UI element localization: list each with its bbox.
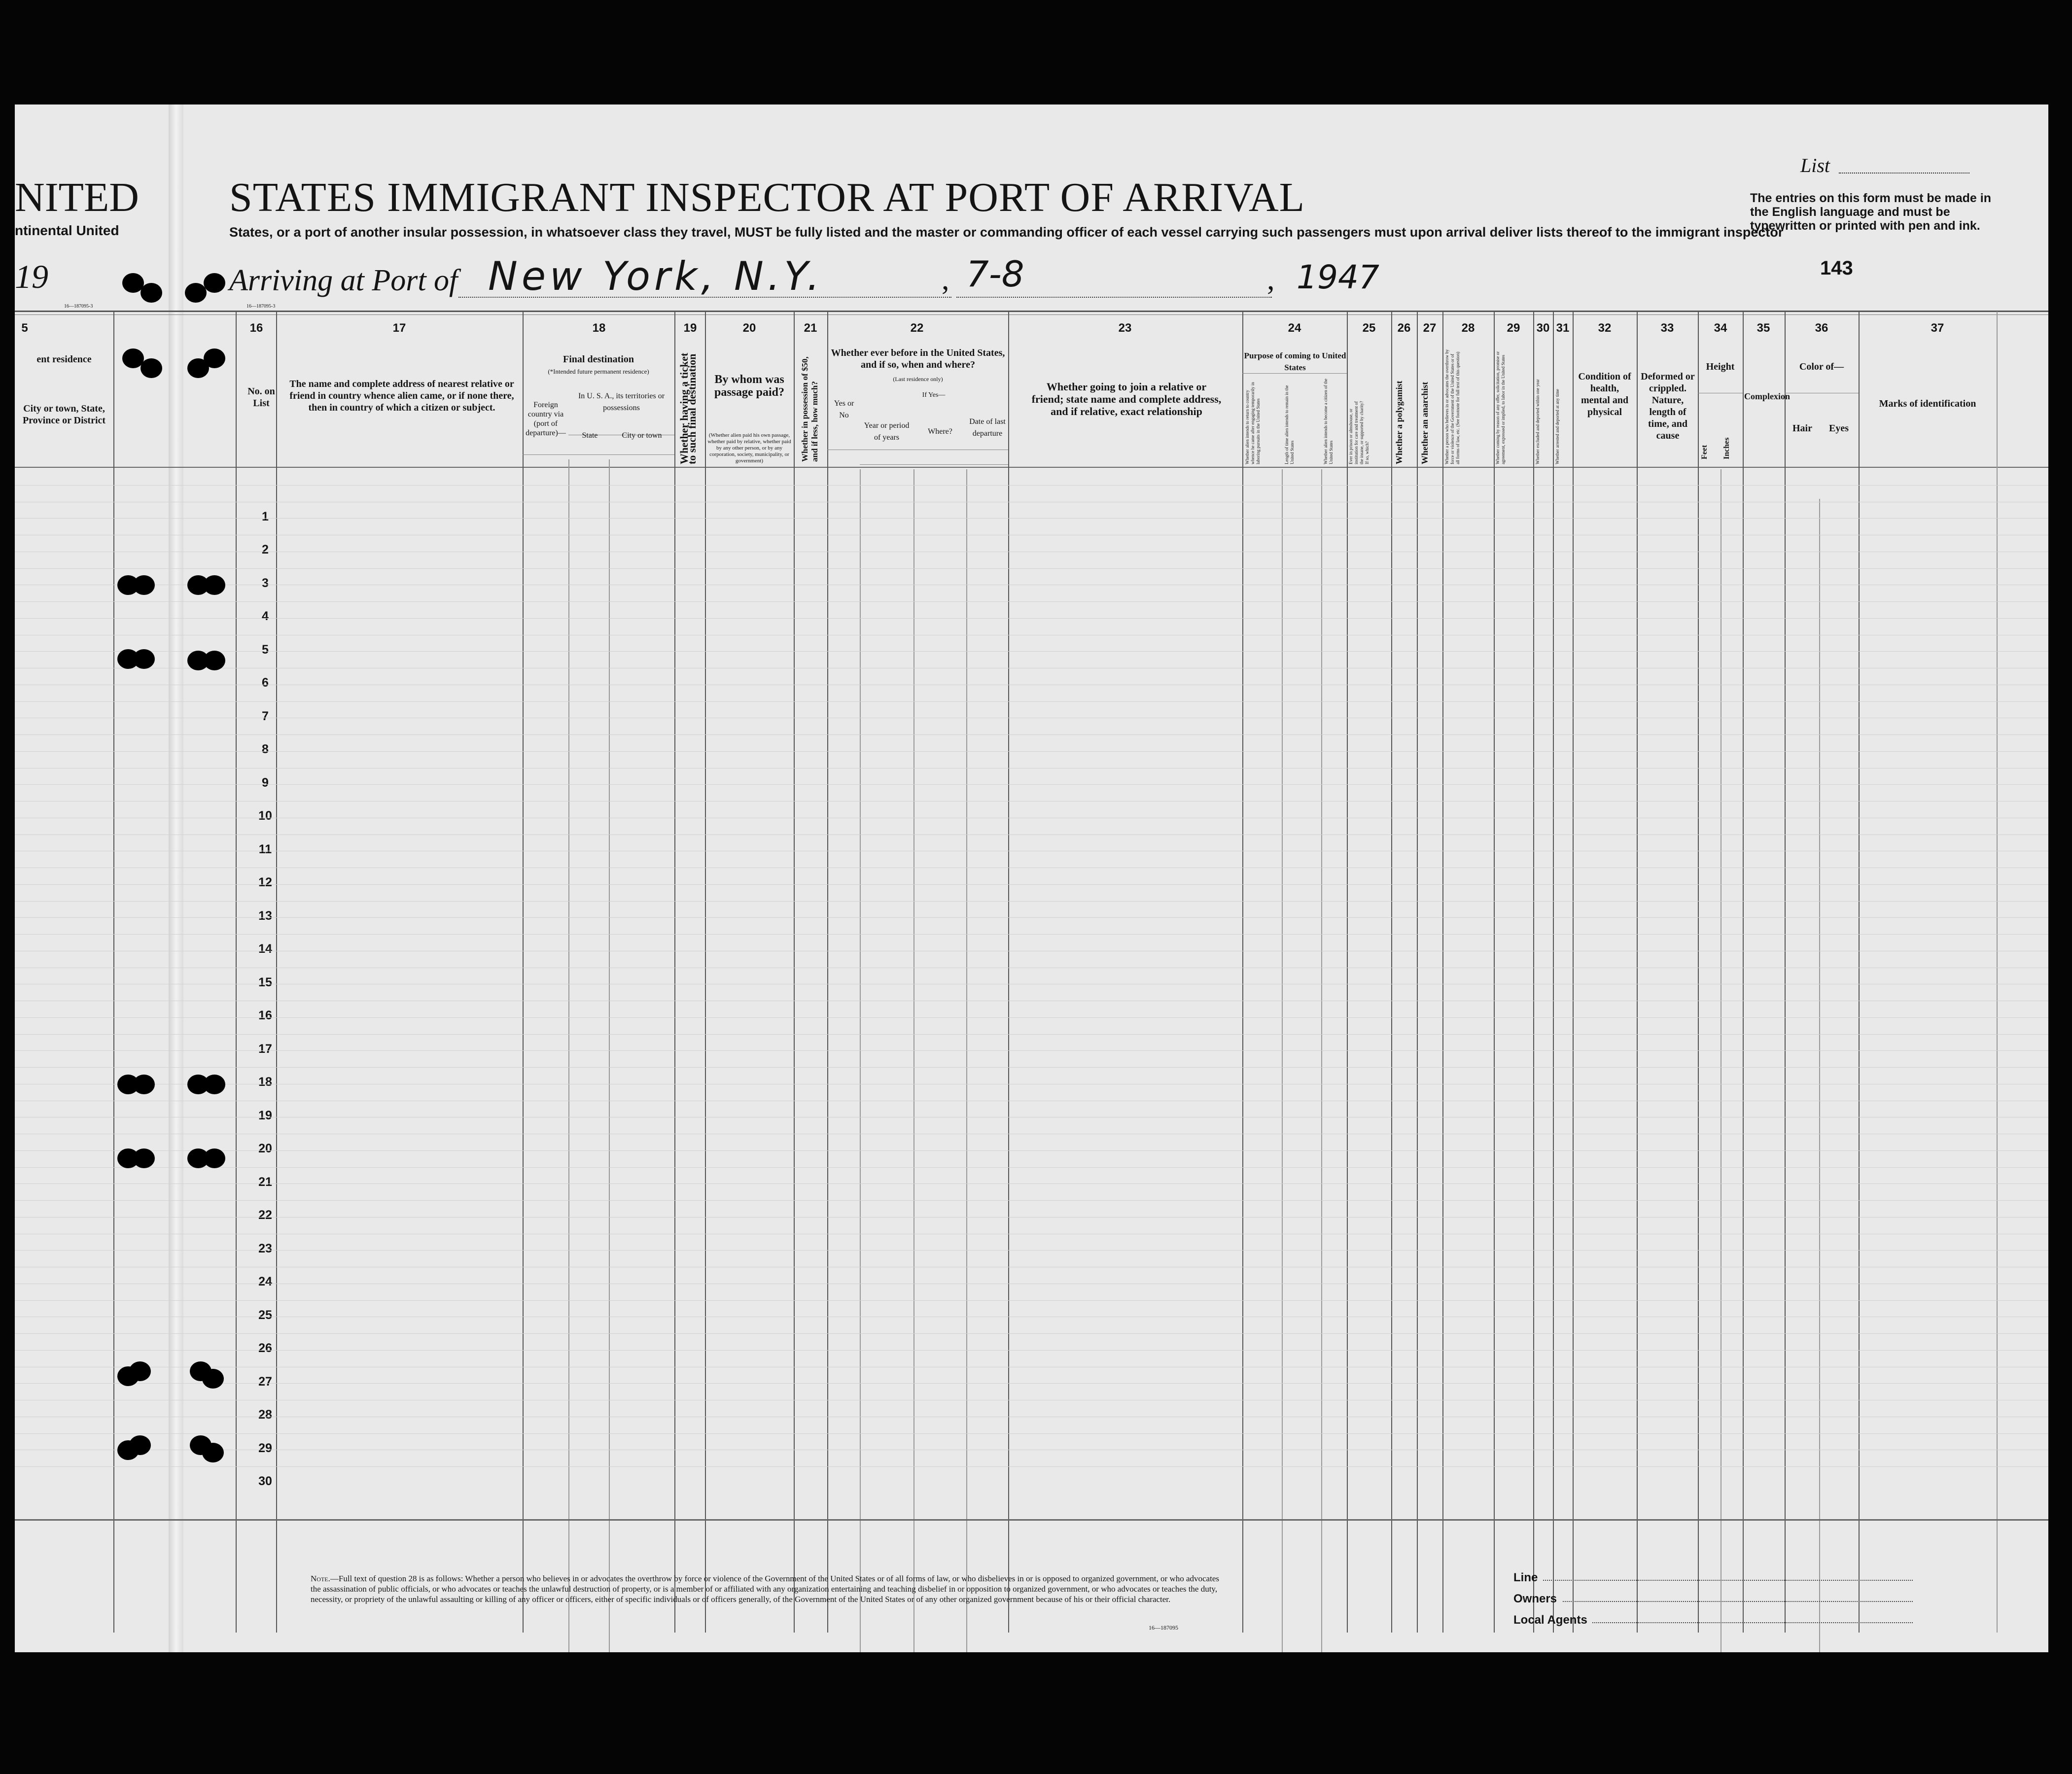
row-number: 11: [258, 842, 272, 856]
row-number: 6: [262, 676, 269, 690]
header-color-of: Color of—: [1799, 361, 1844, 372]
footnote-label: Note.: [311, 1574, 330, 1583]
column-number: 20: [742, 321, 756, 335]
grid-rule: [15, 1250, 2048, 1251]
header-partial-residence: ent residence: [36, 354, 92, 365]
column-rule: [1008, 312, 1009, 1633]
grid-rule: [15, 934, 2048, 935]
punch-hole: [133, 649, 155, 669]
header-purpose-return: Whether alien intends to return to country whence he came after engaging temporarily in laboring pursuits in the United States: [1245, 382, 1261, 464]
punch-hole: [140, 358, 162, 378]
row-number: 27: [258, 1374, 272, 1389]
column-rule: [1997, 312, 1998, 1633]
form-code: 16—187095-3: [246, 304, 276, 309]
row-number: 3: [262, 576, 269, 590]
row-number: 13: [258, 908, 272, 923]
footnote-text: —Full text of question 28 is as follows: Whether a person who believes in or advocates the overthrow by force or violence of the Government of the United States or of all forms of law, or who disbelieves in or is opposed to organized government, or who advocates the assassination of public officials, or who advocates or teaches the unlawful destruction of property, or is a member of or affiliated with any organization entertaining and teaching disbelief in or opposition to organized government, or who advocates or teaches the duty, necessity, or propriety of the unlawful assaulting or killing of any officer or officers, either of specific individuals or of officers generally, of the Government of the United States or of any other organized government because of his or their official character.: [311, 1574, 1219, 1604]
header-labor-offer: Whether coming by reason of any offer, solicitation, promise or agreement, expressed or implied, to labor in the United States: [1495, 351, 1506, 464]
column-rule: [523, 312, 524, 1633]
row-number: 9: [262, 775, 269, 790]
column-number: 26: [1397, 321, 1411, 335]
row-number: 10: [258, 809, 272, 823]
row-number: 8: [262, 742, 269, 756]
header-city-or-town: City or town: [622, 431, 662, 440]
column-rule: [1859, 312, 1860, 1633]
row-number: 25: [258, 1308, 272, 1322]
column-number: 16: [249, 321, 263, 335]
date-line: [956, 297, 1272, 298]
page-fold: [169, 104, 183, 1652]
header-arrested: Whether arrested and deported at any time: [1555, 389, 1560, 464]
column-rule: [1321, 469, 1322, 1652]
column-rule: [1282, 469, 1283, 1652]
row-number: 17: [258, 1042, 272, 1056]
column-number: 25: [1362, 321, 1376, 335]
grid-rule: [15, 1383, 2048, 1384]
row-number: 14: [258, 942, 272, 956]
local-agents-label: Local Agents: [1513, 1613, 1587, 1627]
header-ever-before: Whether ever before in the United States, and if so, when and where?: [831, 348, 1005, 370]
header-excluded: Whether excluded and deported within one year: [1535, 379, 1540, 464]
header-where: Where?: [928, 427, 952, 436]
header-inches: Inches: [1722, 437, 1731, 459]
header-prison: Ever in prison or almshouse, or institution for care and treatment of the insane, or supported by charity? If so, which?: [1348, 401, 1370, 464]
header-final-destination: Final destination: [563, 354, 634, 365]
port-handwritten: New York, N.Y.: [488, 253, 824, 299]
row-number: 28: [258, 1408, 272, 1422]
header-yes-or-no: Yes or No: [834, 399, 854, 419]
form-instructions: The entries on this form must be made in the English language and must be typewritten or printed with pen and ink.: [1750, 191, 1991, 233]
column-rule: [794, 312, 795, 1633]
column-rule: [913, 469, 914, 1652]
column-number: 37: [1931, 321, 1944, 335]
header-last-residence: (Last residence only): [893, 376, 943, 383]
header-hair: Hair: [1792, 423, 1812, 434]
row-number: 18: [258, 1075, 272, 1089]
punch-hole: [204, 1148, 225, 1168]
row-number: 15: [258, 975, 272, 989]
column-number: 19: [683, 321, 697, 335]
grid-rule: [15, 568, 2048, 569]
header-overthrow: Whether a person who believes in or advocates the overthrow by force or violence of the Government of the United States or of all forms of law, etc. (See footnote for full text of this question): [1444, 349, 1460, 464]
column-number: 17: [392, 321, 406, 335]
column-rule: [1637, 312, 1638, 1633]
column-rule: [1533, 312, 1534, 1633]
owners-field: [1563, 1601, 1913, 1602]
column-rule: [1494, 312, 1495, 1633]
partial-year: 19: [15, 258, 48, 295]
column-rule: [609, 459, 610, 1652]
header-passage-note: (Whether alien paid his own passage, whether paid by relative, whether paid by any other person, or by any corporation, society, municipality, or government): [707, 432, 791, 464]
header-eyes: Eyes: [1829, 423, 1849, 434]
row-number: 19: [258, 1108, 272, 1122]
header-date-departure: Date of last departure: [969, 417, 1006, 438]
grid-rule: [15, 618, 2048, 619]
date-handwritten: 7-8: [966, 253, 1024, 295]
header-deformed: Deformed or crippled. Nature, length of time, and cause: [1641, 371, 1695, 441]
footer-form-code: 16—187095: [1149, 1624, 1178, 1631]
punch-hole: [202, 1369, 224, 1389]
header-going-to-join: Whether going to join a relative or friend; state name and complete address, and if relative, exact relationship: [1031, 381, 1222, 417]
column-number: 32: [1598, 321, 1612, 335]
header-purpose-citizen: Whether alien intends to become a citizen of the United States: [1323, 379, 1334, 464]
column-number: 27: [1423, 321, 1437, 335]
column-rule: [1553, 312, 1554, 1633]
punch-hole: [185, 283, 207, 303]
header-health: Condition of health, mental and physical: [1578, 371, 1631, 417]
grid-rule: [15, 734, 2048, 735]
footer-rule: [15, 1519, 2048, 1521]
column-rule: [1442, 312, 1443, 1633]
header-period-years: Year or period of years: [864, 421, 910, 442]
header-final-destination-sub: (*Intended future permanent residence): [548, 368, 649, 375]
line-field: [1543, 1580, 1913, 1581]
column-number: 5: [21, 321, 28, 335]
grid-rule: [15, 601, 2048, 602]
grid-rule: [15, 884, 2048, 885]
row-number: 5: [262, 642, 269, 657]
header-in-usa: In U. S. A., its territories or possessions: [578, 392, 665, 412]
column-number: 22: [910, 321, 924, 335]
column-rule: [1573, 312, 1574, 1633]
column-rule: [236, 312, 237, 1633]
grid-rule: [15, 1200, 2048, 1201]
punch-hole: [129, 1435, 151, 1455]
header-passage-paid: By whom was passage paid?: [714, 373, 785, 399]
punch-hole: [133, 575, 155, 595]
punch-hole: [204, 1075, 225, 1094]
row-number: 22: [258, 1208, 272, 1222]
row-number: 2: [262, 543, 269, 557]
punch-hole: [204, 348, 225, 368]
grid-rule: [15, 917, 2048, 918]
owners-label: Owners: [1513, 1592, 1557, 1605]
header-no-on-list: No. on List: [247, 386, 275, 409]
punch-hole: [133, 1148, 155, 1168]
partial-subtitle: ntinental United: [15, 223, 119, 238]
row-number: 16: [258, 1009, 272, 1022]
header-complexion: Complexion: [1744, 391, 1791, 401]
column-number: 31: [1556, 321, 1570, 335]
column-number: 34: [1714, 321, 1727, 335]
header-foreign-country: Foreign country via (port of departure)—: [526, 401, 566, 437]
column-number: 30: [1536, 321, 1550, 335]
grid-rule: [15, 518, 2048, 519]
header-nearest-relative: The name and complete address of nearest relative or friend in country whence alien came, or if none there, then in country of which a citizen or subject.: [289, 379, 514, 413]
page-subtitle: States, or a port of another insular possession, in whatsoever class they travel, MUST be fully listed and the master or commanding officer of each vessel carrying such passengers must upon arrival deliver lists thereof to the immigrant inspector: [229, 225, 1784, 240]
manifest-sheet: [15, 104, 2048, 1652]
grid-rule: [15, 701, 2048, 702]
grid-rule: [15, 1333, 2048, 1334]
column-rule: [1698, 312, 1699, 1633]
column-number: 36: [1815, 321, 1828, 335]
header-fifty-dollars: Whether in possession of $50, and if less, how much?: [800, 356, 819, 462]
punch-hole: [129, 1361, 151, 1381]
grid-rule: [15, 1017, 2048, 1018]
year-handwritten: 1947: [1297, 258, 1379, 296]
grid-rule: [15, 1150, 2048, 1151]
arriving-label: Arriving at Port of: [229, 264, 458, 297]
column-rule: [568, 459, 569, 1652]
grid-rule: [15, 1050, 2048, 1051]
column-rule: [1819, 499, 1820, 1652]
grid-rule: [15, 1433, 2048, 1434]
column-rule: [674, 312, 675, 1633]
column-number: 24: [1288, 321, 1301, 335]
punch-hole: [140, 283, 162, 303]
local-agents-field: [1592, 1622, 1913, 1623]
column-number: 35: [1756, 321, 1770, 335]
grid-rule: [15, 901, 2048, 902]
grid-rule: [15, 751, 2048, 752]
header-ticket: Whether having a ticket to such final destination: [678, 352, 698, 464]
header-height: Height: [1706, 361, 1735, 372]
header-feet: Feet: [1700, 445, 1709, 459]
column-number: 33: [1660, 321, 1674, 335]
column-rule: [1785, 312, 1786, 1633]
column-number: 21: [804, 321, 817, 335]
row-number: 30: [258, 1474, 272, 1488]
column-rule: [705, 312, 706, 1633]
row-number: 20: [258, 1142, 272, 1155]
header-state: State: [582, 431, 598, 440]
column-rule: [827, 312, 828, 1633]
grid-rule: [15, 1183, 2048, 1184]
grid-rule: [15, 1300, 2048, 1301]
partial-title: NITED: [15, 174, 139, 220]
header-polygamist: Whether a polygamist: [1394, 381, 1404, 464]
grid-rule: [15, 1067, 2048, 1068]
footnote: [311, 1573, 1228, 1604]
subheader-rule: [860, 464, 1008, 465]
column-number: 23: [1118, 321, 1132, 335]
page-title: STATES IMMIGRANT INSPECTOR AT PORT OF ARRIVAL: [229, 174, 1305, 220]
form-code-left: 16—187095-3: [64, 304, 93, 309]
row-number: 4: [262, 609, 269, 623]
grid-rule: [15, 1466, 2048, 1467]
punch-hole: [133, 1075, 155, 1094]
grid-rule: [15, 485, 2048, 486]
punch-hole: [204, 575, 225, 595]
row-number: 29: [258, 1441, 272, 1455]
row-number: 23: [258, 1241, 272, 1255]
header-marks-identification: Marks of identification: [1879, 398, 1976, 409]
comma: ,: [1267, 263, 1275, 296]
column-rule: [1743, 312, 1744, 1633]
row-number: 21: [258, 1175, 272, 1189]
header-anarchist: Whether an anarchist: [1420, 382, 1430, 464]
row-number: 26: [258, 1341, 272, 1355]
punch-hole: [204, 273, 225, 293]
column-rule: [113, 312, 114, 1633]
header-if-yes: If Yes—: [922, 391, 946, 399]
header-partial-city: City or town, State, Province or District: [22, 403, 106, 426]
punch-hole: [202, 1443, 224, 1462]
row-number: 12: [258, 875, 272, 889]
column-rule: [966, 469, 967, 1652]
column-rule: [1347, 312, 1348, 1633]
list-label: List: [1800, 154, 1830, 176]
grid-rule: [15, 1167, 2048, 1168]
comma: ,: [942, 263, 949, 296]
header-purpose-length: Length of time alien intends to remain in the United States: [1284, 385, 1295, 464]
grid-rule: [15, 784, 2048, 785]
row-number: 1: [262, 509, 269, 523]
header-purpose: Purpose of coming to United States: [1244, 351, 1346, 372]
grid-rule: [15, 1034, 2048, 1035]
grid-rule: [15, 651, 2048, 652]
column-rule: [1391, 312, 1392, 1633]
column-rule: [1417, 312, 1418, 1633]
column-rule: [860, 469, 861, 1652]
list-number: 143: [1820, 257, 1853, 279]
line-label: Line: [1513, 1571, 1538, 1584]
column-rule: [1242, 312, 1243, 1633]
list-blank: [1839, 173, 1969, 174]
column-number: 18: [592, 321, 606, 335]
column-number: 29: [1507, 321, 1520, 335]
column-number: 28: [1461, 321, 1475, 335]
row-number: 7: [262, 709, 269, 723]
punch-hole: [204, 651, 225, 670]
row-number: 24: [258, 1275, 272, 1288]
subheader-rule: [523, 454, 674, 455]
grid-rule: [15, 1350, 2048, 1351]
